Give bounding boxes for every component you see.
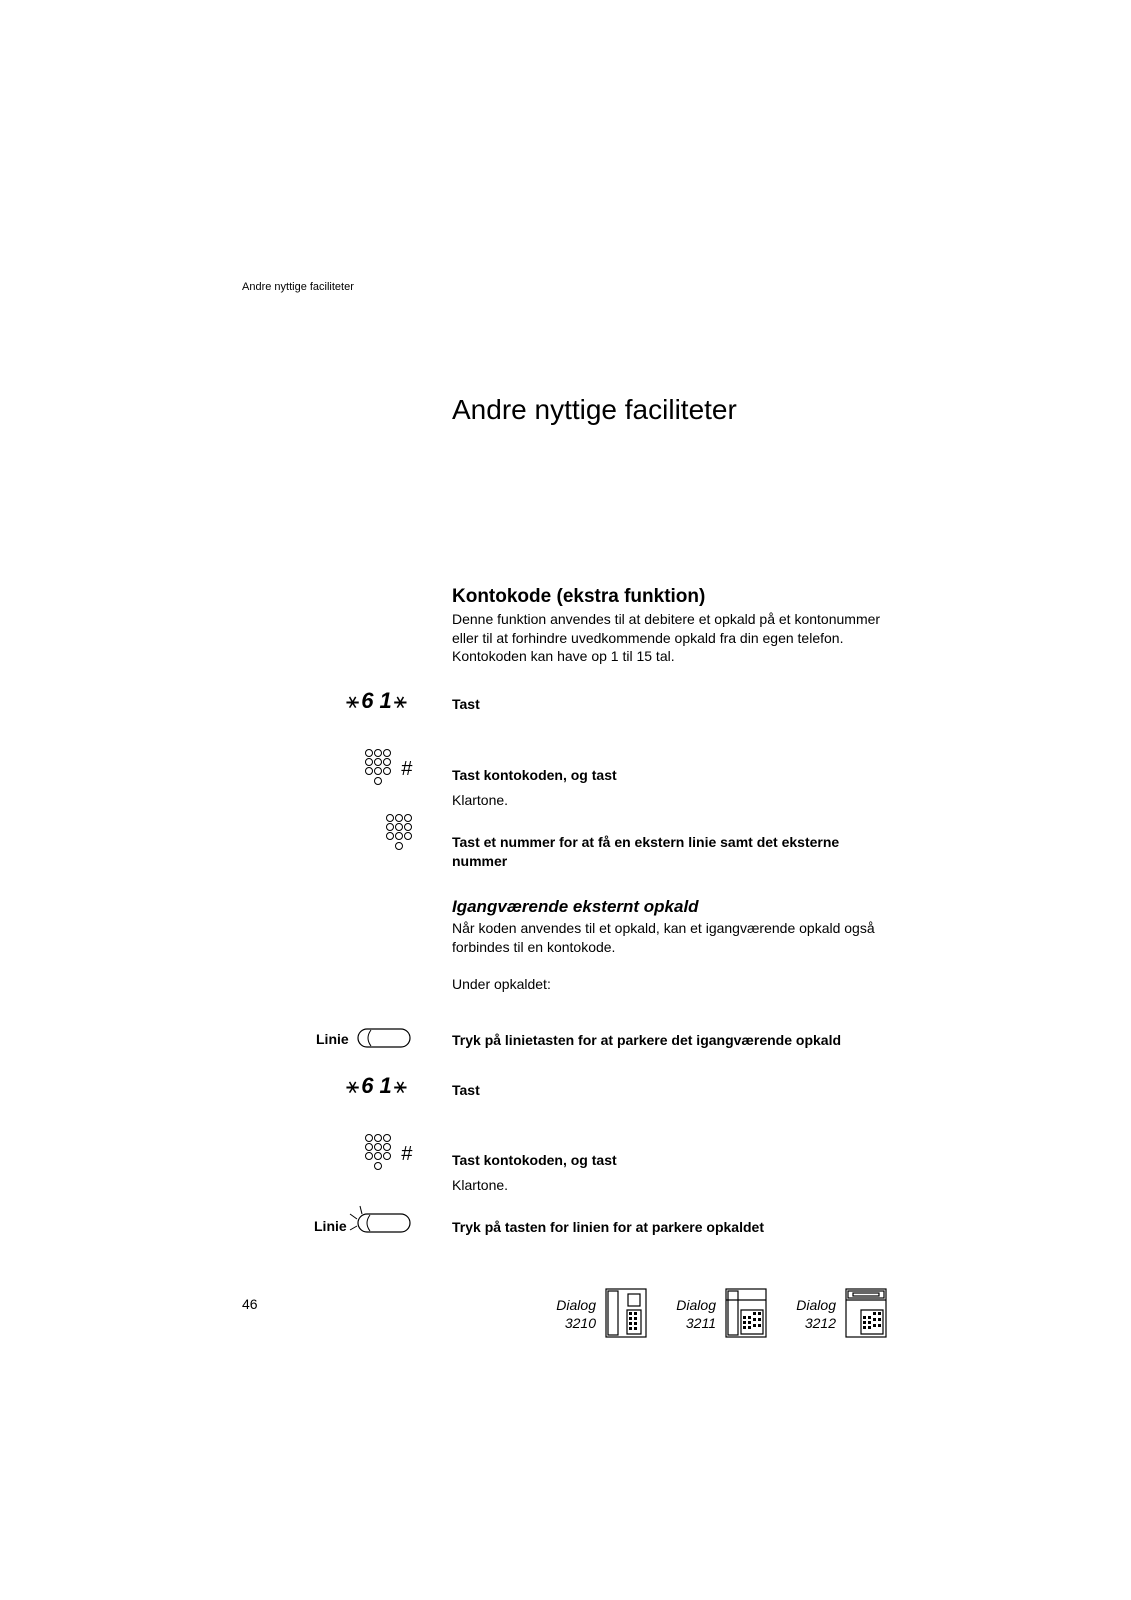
linie-label: Linie xyxy=(314,1218,347,1234)
step-text: Tast kontokoden, og tast xyxy=(452,1152,617,1168)
code-star61star xyxy=(346,1073,407,1099)
model-name: Dialog xyxy=(556,1297,596,1313)
step-text: Tryk på tasten for linien for at parkere opkaldet xyxy=(452,1219,764,1235)
intro-line: eller til at forhindre uvedkommende opkald fra din egen telefon. xyxy=(452,629,844,646)
star-icon: ⚹ xyxy=(393,1073,407,1098)
model-name: Dialog xyxy=(676,1297,716,1313)
star-icon: ⚹ xyxy=(393,688,407,713)
star-icon: ⚹ xyxy=(346,688,360,713)
line-key-icon xyxy=(357,1026,413,1050)
step-line: Tast et nummer for at få en ekstern linie samt det eksterne xyxy=(452,834,840,850)
running-header: Andre nyttige faciliteter xyxy=(242,281,354,293)
keypad-icon xyxy=(364,1133,396,1175)
step-text: Tast kontokoden, og tast xyxy=(452,767,617,783)
page-number: 46 xyxy=(242,1296,258,1312)
step-note: Klartone. xyxy=(452,1177,509,1193)
subsection-intro xyxy=(452,919,892,956)
phone-3211-icon xyxy=(725,1288,767,1338)
section-title: Kontokode (ekstra funktion) xyxy=(452,586,706,607)
step-text xyxy=(452,833,892,870)
code-star61star xyxy=(346,688,407,714)
step-text: Tast xyxy=(452,1082,480,1098)
model-number: 3211 xyxy=(685,1315,716,1331)
intro-line: Når koden anvendes til et opkald, kan et igangværende opkald også xyxy=(452,920,875,936)
intro-line: forbindes til en kontokode. xyxy=(452,938,616,955)
step-line: nummer xyxy=(452,852,508,869)
linie-label: Linie xyxy=(316,1031,349,1047)
intro-line: Kontokoden kan have op 1 til 15 tal. xyxy=(452,648,675,664)
code-digits: 6 1 xyxy=(361,688,392,713)
hash-key: # xyxy=(401,1143,413,1165)
step-text: Tryk på linietasten for at parkere det igangværende opkald xyxy=(452,1032,842,1048)
model-number: 3212 xyxy=(804,1315,836,1331)
star-icon: ⚹ xyxy=(346,1073,360,1098)
section-intro xyxy=(452,610,892,666)
model-label xyxy=(788,1296,836,1332)
keypad-icon xyxy=(385,813,417,855)
model-label xyxy=(548,1296,596,1332)
step-note: Klartone. xyxy=(452,792,509,808)
model-name: Dialog xyxy=(796,1297,836,1313)
step-text: Tast xyxy=(452,696,480,712)
intro-line: Denne funktion anvendes til at debitere et opkald på et kontonummer xyxy=(452,611,881,627)
chapter-title: Andre nyttige faciliteter xyxy=(452,394,737,425)
flashing-line-key-icon xyxy=(348,1204,414,1240)
model-label xyxy=(668,1296,716,1332)
subsection-title: Igangværende eksternt opkald xyxy=(452,897,699,916)
model-number: 3210 xyxy=(564,1315,596,1331)
phone-3210-icon xyxy=(605,1288,647,1338)
hash-key: # xyxy=(401,758,413,780)
code-digits: 6 1 xyxy=(361,1073,392,1098)
under-call-text: Under opkaldet: xyxy=(452,976,551,992)
keypad-icon xyxy=(364,748,396,790)
phone-3212-icon xyxy=(845,1288,887,1338)
